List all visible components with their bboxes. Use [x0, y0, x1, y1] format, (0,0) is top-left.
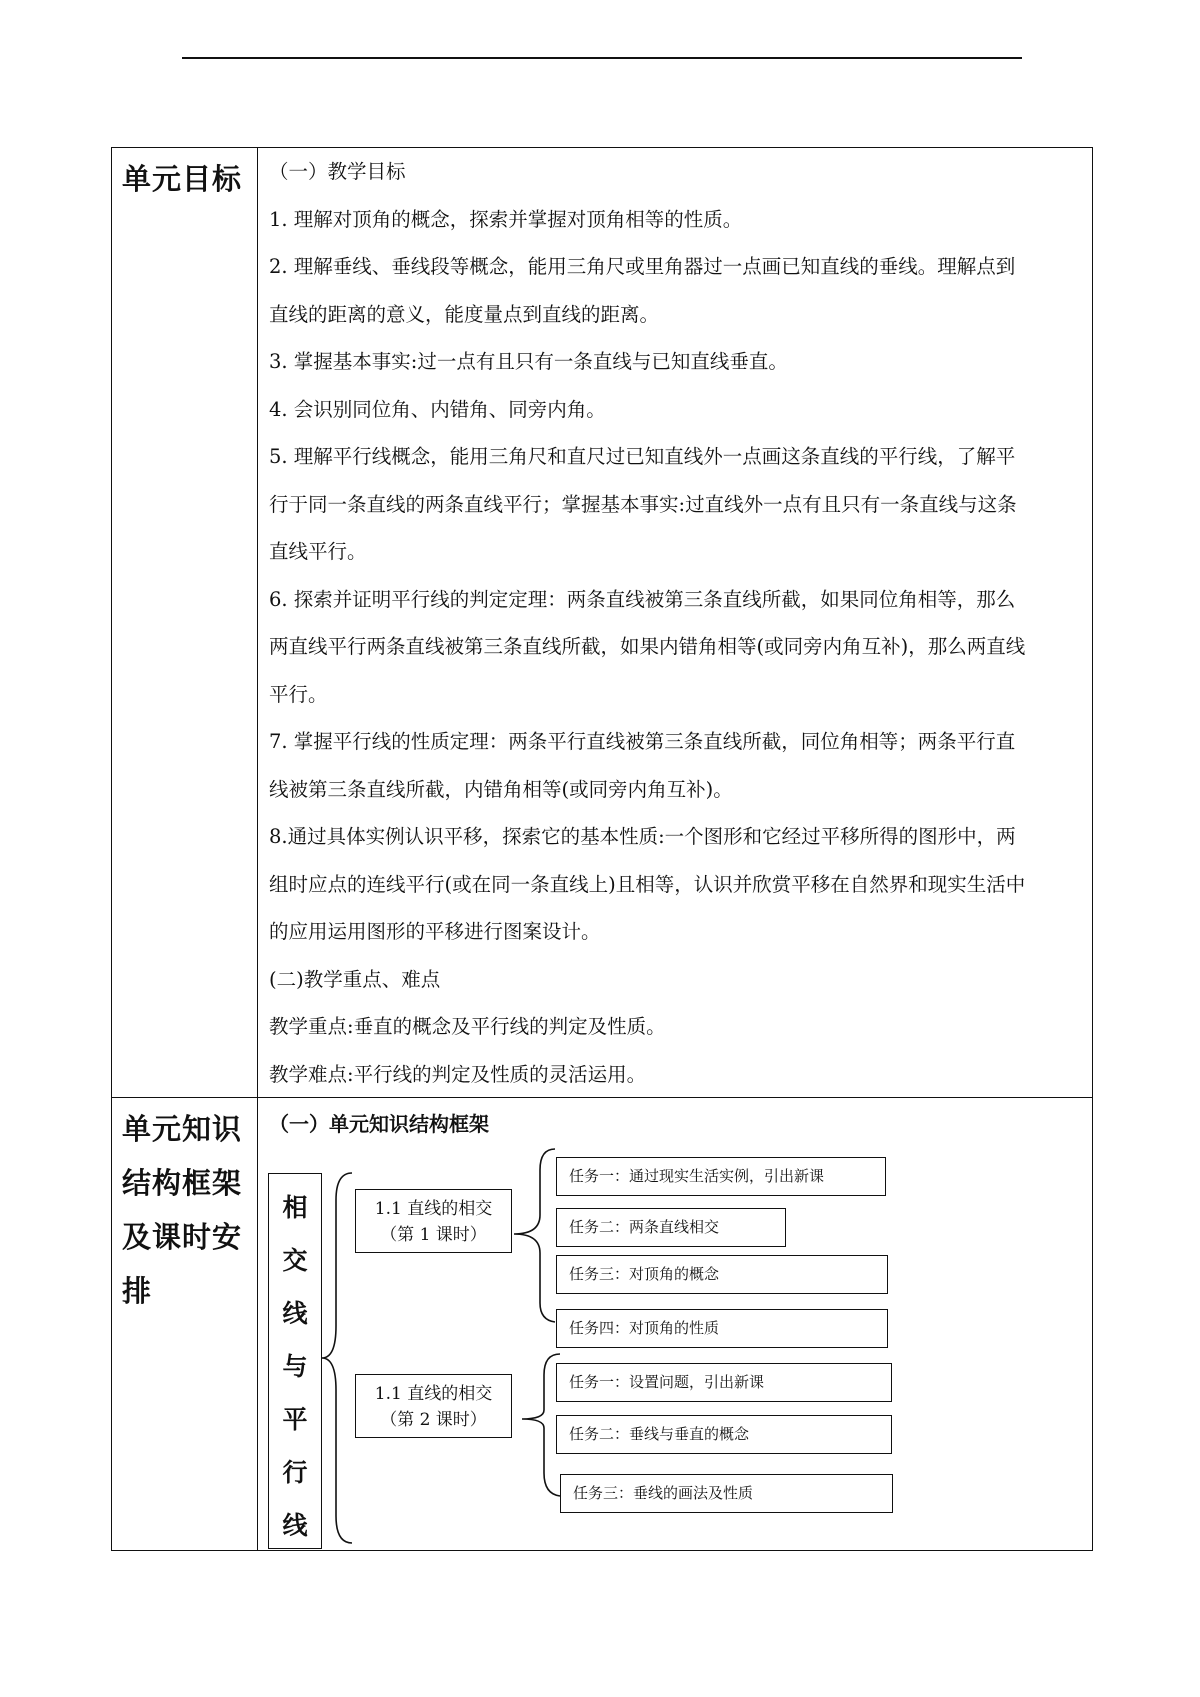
heading-line: 排	[122, 1274, 153, 1308]
root-char: 交	[282, 1246, 308, 1275]
goal-line: 1. 理解对顶角的概念，探索并掌握对顶角相等的性质。	[269, 207, 743, 231]
goal-line: 8.通过具体实例认识平移，探索它的基本性质:一个图形和它经过平移所得的图形中，两	[269, 825, 1016, 848]
lesson-period: （第 1 课时）	[380, 1225, 487, 1245]
goal-line: 直线的距离的意义，能度量点到直线的距离。	[269, 302, 660, 326]
structure-subheading: （一）单元知识结构框架	[269, 1112, 489, 1136]
goal-line: 2. 理解垂线、垂线段等概念，能用三角尺或里角器过一点画已知直线的垂线。理解点到	[269, 255, 1016, 278]
heading-line: 及课时安	[122, 1220, 243, 1254]
goal-line: 直线平行。	[269, 540, 367, 563]
heading-line: 单元知识	[122, 1112, 243, 1146]
lesson-box-2	[355, 1374, 512, 1438]
lesson-box-1	[355, 1189, 512, 1253]
lesson-title: 1.1 直线的相交	[374, 1199, 493, 1219]
task-box: 任务一：设置问题，引出新课	[556, 1363, 892, 1402]
task-box: 任务二：两条直线相交	[556, 1208, 786, 1247]
task-box: 任务二：垂线与垂直的概念	[556, 1415, 892, 1454]
goal-line: (二)教学重点、难点	[269, 967, 441, 991]
goal-line: （一）教学目标	[269, 160, 406, 183]
goal-line: 组时应点的连线平行(或在同一条直线上)且相等，认识并欣赏平移在自然界和现实生活中	[269, 872, 1026, 896]
task-box: 任务一：通过现实生活实例，引出新课	[556, 1157, 886, 1196]
lesson-title: 1.1 直线的相交	[374, 1384, 493, 1404]
goal-line: 两直线平行两条直线被第三条直线所截，如果内错角相等(或同旁内角互补)，那么两直线	[269, 635, 1026, 658]
root-char: 线	[282, 1511, 308, 1540]
heading-line: 结构框架	[122, 1166, 243, 1200]
goal-line: 教学难点:平行线的判定及性质的灵活运用。	[269, 1062, 647, 1086]
root-char: 平	[282, 1405, 308, 1434]
task-box: 任务三：对顶角的概念	[556, 1255, 888, 1294]
root-char: 线	[282, 1299, 308, 1328]
task-box: 任务四：对顶角的性质	[556, 1309, 888, 1348]
row-heading-unit-goals: 单元目标	[122, 162, 243, 196]
goal-line: 4. 会识别同位角、内错角、同旁内角。	[269, 397, 606, 421]
goal-line: 的应用运用图形的平移进行图案设计。	[269, 920, 601, 943]
lesson-period: （第 2 课时）	[380, 1410, 487, 1430]
goal-line: 平行。	[269, 682, 328, 706]
goal-line: 6. 探索并证明平行线的判定定理：两条直线被第三条直线所截，如果同位角相等，那么	[269, 587, 1016, 611]
goal-line: 5. 理解平行线概念，能用三角尺和直尺过已知直线外一点画这条直线的平行线，了解平	[269, 445, 1016, 468]
goal-line: 3. 掌握基本事实:过一点有且只有一条直线与已知直线垂直。	[269, 350, 788, 373]
goal-line: 7. 掌握平行线的性质定理：两条平行直线被第三条直线所截，同位角相等；两条平行直	[269, 730, 1016, 753]
root-char: 行	[282, 1458, 308, 1487]
goal-line: 行于同一条直线的两条直线平行；掌握基本事实:过直线外一点有且只有一条直线与这条	[269, 492, 1017, 516]
goal-line: 教学重点:垂直的概念及平行线的判定及性质。	[269, 1015, 666, 1038]
task-box: 任务三：垂线的画法及性质	[560, 1474, 893, 1513]
root-char: 相	[282, 1193, 308, 1222]
topic-root-box	[268, 1173, 322, 1549]
root-char: 与	[282, 1352, 308, 1381]
goal-line: 线被第三条直线所截，内错角相等(或同旁内角互补)。	[269, 777, 733, 801]
